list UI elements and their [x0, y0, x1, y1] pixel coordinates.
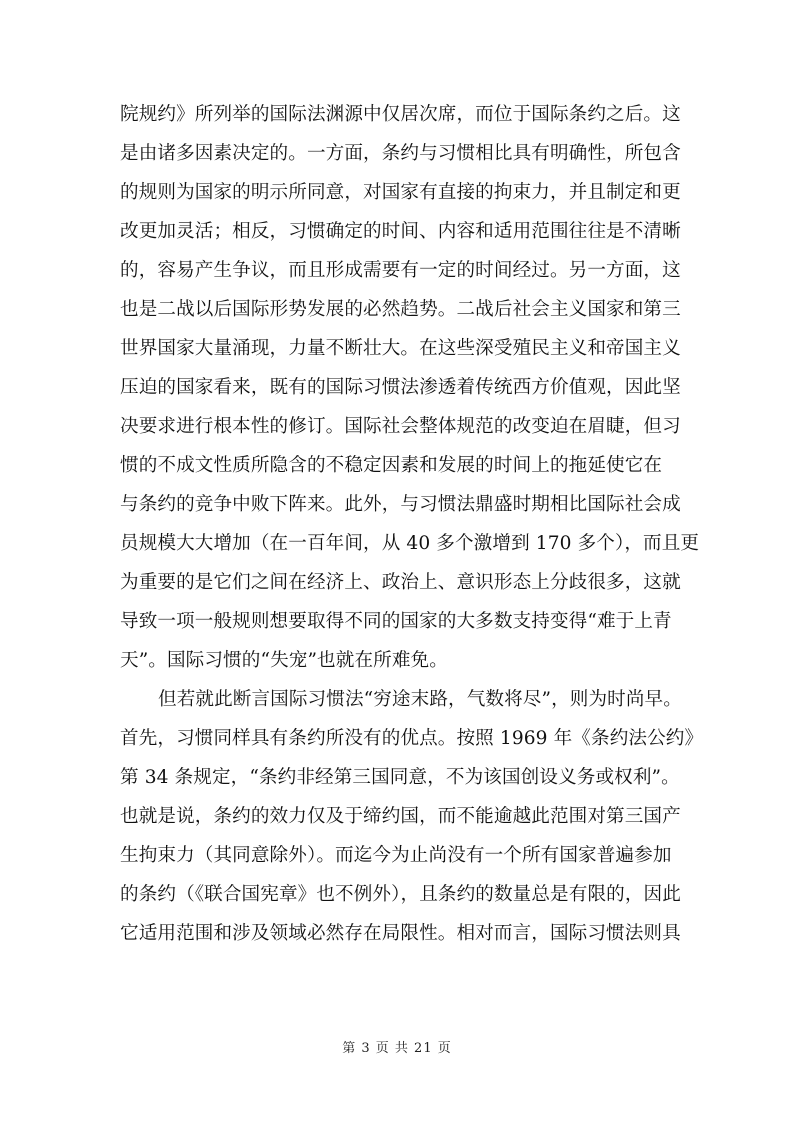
- body-text-line: 天”。国际习惯的“失宠”也就在所难免。: [120, 650, 448, 671]
- body-text-line: 世界国家大量涌现，力量不断壮大。在这些深受殖民主义和帝国主义: [120, 338, 681, 359]
- body-text-line: 决要求进行根本性的修订。国际社会整体规范的改变迫在眉睫，但习: [120, 416, 681, 437]
- body-text-line: 导致一项一般规则想要取得不同的国家的大多数支持变得“难于上青: [120, 611, 672, 632]
- body-text-line: 惯的不成文性质所隐含的不稳定因素和发展的时间上的拖延使它在: [120, 455, 663, 476]
- body-text-line: 改更加灵活；相反，习惯确定的时间、内容和适用范围往往是不清晰: [120, 221, 681, 242]
- body-text-line: 第 34 条规定，“条约非经第三国同意，不为该国创设义务或权利”。: [120, 767, 680, 788]
- body-text-line: 压迫的国家看来，既有的国际习惯法渗透着传统西方价值观，因此坚: [120, 377, 681, 398]
- body-text-line: 的，容易产生争议，而且形成需要有一定的时间经过。另一方面，这: [120, 260, 681, 281]
- body-text-line: 与条约的竞争中败下阵来。此外，与习惯法鼎盛时期相比国际社会成: [120, 494, 681, 515]
- body-text-line: 的规则为国家的明示所同意，对国家有直接的拘束力，并且制定和更: [120, 182, 681, 203]
- body-text-line: 也就是说，条约的效力仅及于缔约国，而不能逾越此范围对第三国产: [120, 806, 681, 827]
- body-text-line: 是由诸多因素决定的。一方面，条约与习惯相比具有明确性，所包含: [120, 143, 681, 164]
- paragraph-first-line: 但若就此断言国际习惯法“穷途末路，气数将尽”，则为时尚早。: [158, 689, 682, 710]
- body-text-line: 的条约（《联合国宪章》也不例外），且条约的数量总是有限的，因此: [120, 884, 681, 905]
- body-text-line: 首先，习惯同样具有条约所没有的优点。按照 1969 年《条约法公约》: [120, 728, 704, 749]
- body-text-line: 员规模大大增加（在一百年间，从 40 多个激增到 170 多个），而且更: [120, 533, 700, 554]
- body-text-line: 为重要的是它们之间在经济上、政治上、意识形态上分歧很多，这就: [120, 572, 681, 593]
- body-text-line: 生拘束力（其同意除外）。而迄今为止尚没有一个所有国家普遍参加: [120, 845, 672, 866]
- body-text-line: 也是二战以后国际形势发展的必然趋势。二战后社会主义国家和第三: [120, 299, 681, 320]
- page-number-footer: 第 3 页 共 21 页: [342, 1041, 452, 1056]
- body-text-line: 它适用范围和涉及领域必然存在局限性。相对而言，国际习惯法则具: [120, 923, 681, 944]
- body-text-line: 院规约》所列举的国际法渊源中仅居次席，而位于国际条约之后。这: [120, 104, 681, 125]
